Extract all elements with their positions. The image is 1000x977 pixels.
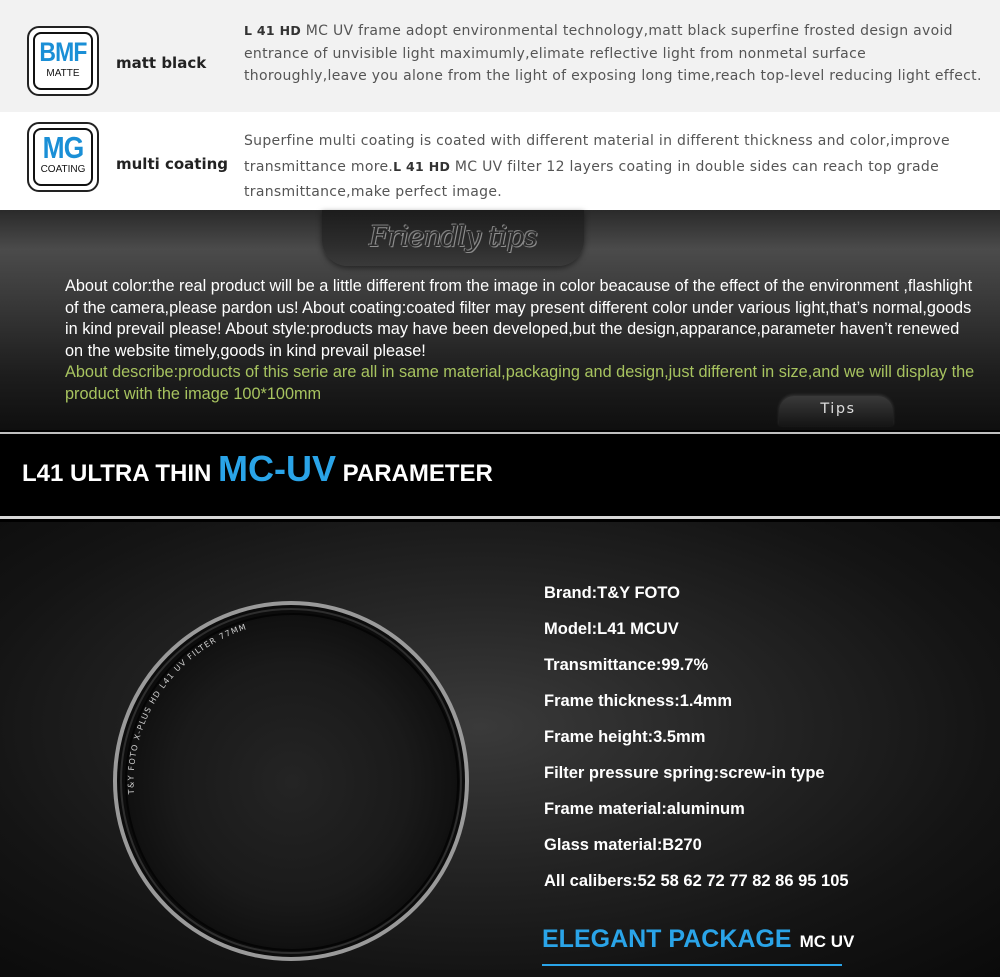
feature-row-multi-coating xyxy=(0,112,1000,210)
model-mark: L 41 HD xyxy=(244,23,302,38)
feature-description xyxy=(244,20,984,88)
product-section xyxy=(0,522,1000,977)
feature-description xyxy=(244,129,984,205)
tips-text: About color:the real product will be a little different from the image in color beacause of the effect of the environment ,flashlight of the camera,please pardon us! About coating:coated filter may present different color under various light,that’s normal,goods in kind prevail please! About style:products may have been developed,but the design,apparance,parameter haven’t renewed on the website timely,goods in kind prevail please! xyxy=(65,277,973,360)
parameter-title-prefix: L41 ULTRA THIN xyxy=(22,460,218,487)
filter-ring-text: T&Y FOTO X-PLUS HD L41 UV FILTER 77MM xyxy=(126,622,249,795)
filter-ring-icon xyxy=(104,594,479,969)
spec-frame-thickness: Frame thickness:1.4mm xyxy=(544,692,733,710)
badge-title: BMF xyxy=(39,37,87,67)
spec-list xyxy=(544,575,849,899)
mg-coating-badge-icon xyxy=(27,122,99,192)
parameter-title xyxy=(22,448,493,490)
spec-calibers: All calibers:52 58 62 72 77 82 86 95 105 xyxy=(544,872,849,890)
tips-chip-label: Tips xyxy=(820,401,856,417)
spec-pressure-spring: Filter pressure spring:screw-in type xyxy=(544,764,825,782)
feature-label: multi coating xyxy=(116,155,229,173)
feature-row-matt-black xyxy=(0,0,1000,112)
description-text: MC UV frame adopt environmental technology,matt black superfine frosted design avoid entrance of unvisible light maximumly,elimate reflective light from nonmetal surface thoroughly,leave you alone from the light of exposing long time,reach top-level reducing light effect. xyxy=(244,23,982,84)
spec-frame-material: Frame material:aluminum xyxy=(544,800,745,818)
parameter-title-suffix: PARAMETER xyxy=(335,460,493,487)
tips-title: Friendly tips xyxy=(369,220,537,253)
spec-transmittance: Transmittance:99.7% xyxy=(544,656,709,674)
divider xyxy=(0,432,1000,434)
badge-subtitle: COATING xyxy=(40,164,86,175)
spec-model: Model:L41 MCUV xyxy=(544,620,679,638)
description-text: MC UV filter 12 layers coating in double sides can reach top grade transmittance,make perfect image. xyxy=(244,159,940,200)
friendly-tips-section xyxy=(0,210,1000,430)
feature-label: matt black xyxy=(116,54,207,72)
elegant-package-subtitle: MC UV xyxy=(799,932,855,951)
divider xyxy=(0,516,1000,519)
uv-filter-image xyxy=(104,594,479,969)
badge-title: MG xyxy=(42,130,84,165)
bmf-matte-badge-icon xyxy=(27,26,99,96)
badge-subtitle: MATTE xyxy=(46,68,80,79)
heading-underline xyxy=(542,964,842,966)
spec-frame-height: Frame height:3.5mm xyxy=(544,728,706,746)
parameter-title-accent: MC-UV xyxy=(218,448,336,489)
elegant-package-title: ELEGANT PACKAGE xyxy=(542,925,792,953)
parameter-header xyxy=(0,430,1000,522)
description-text: Superfine multi coating is coated with different material in different thickness and color,improve transmittance more. xyxy=(244,133,950,175)
model-mark: L 41 HD xyxy=(393,159,451,174)
spec-glass-material: Glass material:B270 xyxy=(544,836,702,854)
elegant-package-heading xyxy=(542,925,854,954)
tips-body xyxy=(65,276,975,406)
spec-brand: Brand:T&Y FOTO xyxy=(544,584,680,602)
tips-describe-text: About describe:products of this serie are all in same material,packaging and design,just different in size,and we will display the product with the image 100*100mm xyxy=(65,363,975,403)
